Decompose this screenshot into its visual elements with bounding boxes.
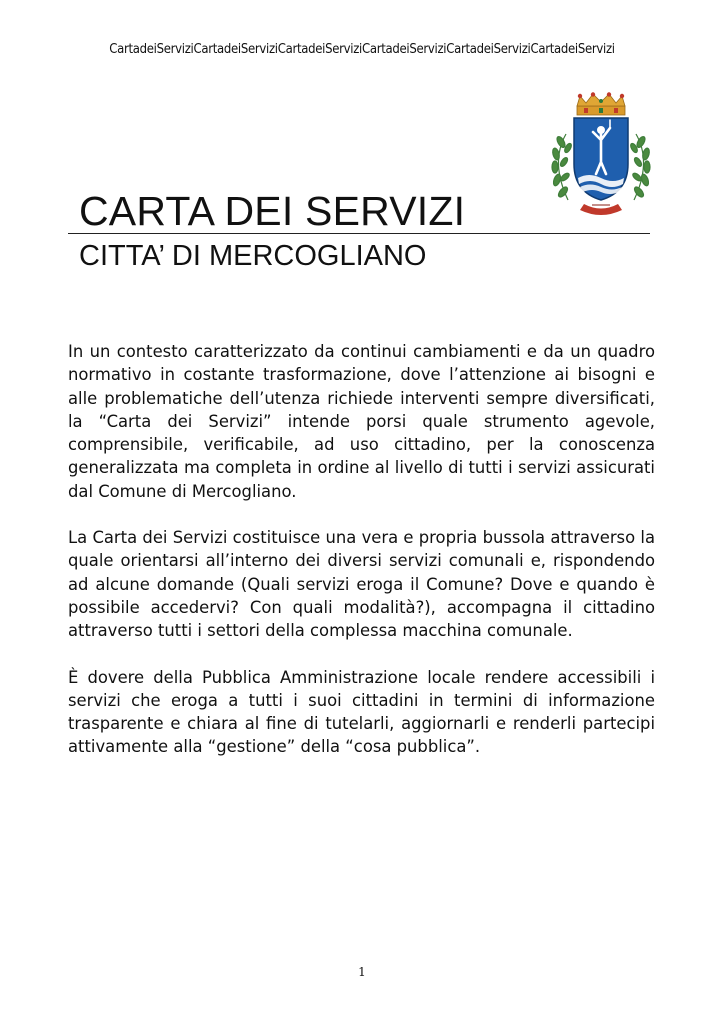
paragraph-intro: In un contesto caratterizzato da continui cambiamenti e da un quadro normativo in costante trasformazione, dove l’attenzione ai bisogni e alle problematiche dell’utenza richiede interventi sempre diversificati, la “Carta dei Servizi” intende porsi quale strumento agevole, comprensibile, verificabile, ad uso cittadino, per la conoscenza generalizzata ma completa in ordine al livello di tutti i servizi assicurati dal Comune di Mercogliano. [68,342,655,501]
ribbon-icon [580,204,622,215]
shield-icon [574,118,628,200]
laurel-left [552,134,573,200]
title-divider [68,233,650,234]
municipal-coat-of-arms-icon [544,92,658,218]
body-text [68,340,655,782]
page-title: CARTA DEI SERVIZI [79,188,466,234]
crown-icon [577,92,625,115]
page-subtitle: CITTA’ DI MERCOGLIANO [79,240,427,272]
paragraph-compass: La Carta dei Servizi costituisce una vera e propria bussola attraverso la quale orientarsi all’interno dei diversi servizi comunali e, rispondendo ad alcune domande (Quali servizi eroga il Comune? Dove e quando è possibile accedervi? Con quali modalità?), accompagna il cittadino attraverso tutti i settori della complessa macchina comunale. [68,528,655,641]
running-header: CartadeiServiziCartadeiServiziCartadeiServiziCartadeiServiziCartadeiServiziCartadeiServizi [109,42,615,57]
paragraph-duty: È dovere della Pubblica Amministrazione locale rendere accessibili i servizi che eroga a tutti i suoi cittadini in termini di informazione trasparente e chiara al fine di tutelarli, aggiornarli e renderli partecipi attivamente alla “gestione” della “cosa pubblica”. [68,667,655,757]
page-number: 1 [358,965,366,979]
laurel-right [629,134,650,200]
